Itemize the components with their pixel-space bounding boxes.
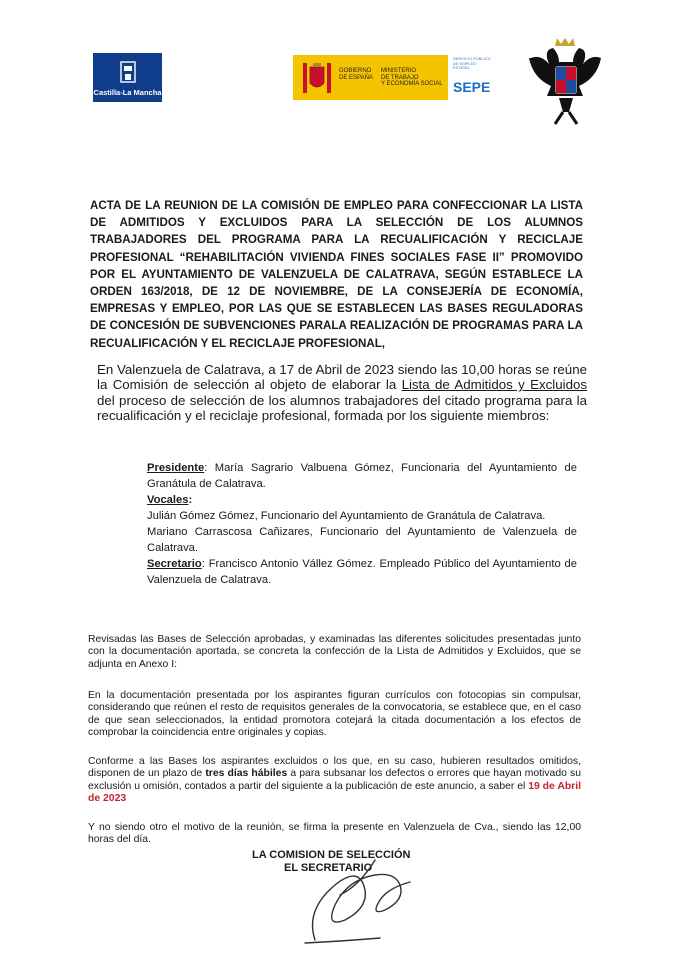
castilla-la-mancha-label: Castilla-La Mancha (93, 88, 162, 97)
intro-paragraph (97, 362, 587, 423)
vocal-2: Mariano Carrascosa Cañizares, Funcionario del Ayuntamiento de Valenzuela de Calatrava. (147, 526, 577, 554)
document-heading: ACTA DE LA REUNION DE LA COMISIÓN DE EMPLEO PARA CONFECCIONAR LA LISTA DE ADMITIDOS Y EXCLUIDOS PARA LA SELECCIÓN DE LOS ALUMNOS TRABAJADORES DEL PROGRAMA PARA LA RECUALIFICACIÓN Y RECICLAJE PROFESIONAL “REHABILITACIÓN VIVIENDA FINES SOCIALES FASE II” PROMOVIDO POR EL AYUNTAMIENTO DE VALENZUELA DE CALATRAVA, SEGÚN ESTABLECE LA ORDEN 163/2018, DE 12 DE NOVIEMBRE, DE LA CONSEJERÍA DE ECONOMÍA, EMPRESAS Y EMPLEO, POR LAS QUE SE ESTABLECEN LAS BASES REGULADORAS DE CONCESIÓN DE SUBVENCIONES PARALA REALIZACIÓN DE PROGRAMAS PARA LA RECUALIFICACIÓN Y EL RECICLAJE PROFESIONAL, (90, 199, 583, 350)
comision-label: LA COMISION DE SELECCIÓN (252, 849, 411, 861)
plazo-bold: tres días hábiles (205, 768, 288, 780)
sepe-small-text: SERVICIO PÚBLICO DE EMPLEO ESTATAL (453, 56, 491, 70)
secretario-label: Secretario (147, 558, 202, 570)
paragraph-plazo (88, 756, 581, 805)
vocales-entry: Vocales: (147, 494, 193, 506)
presidente-entry (147, 460, 577, 492)
intro-underlined: Lista de Admitidos y Excluidos (401, 377, 588, 393)
gobierno-espana-logo (293, 55, 448, 100)
ministerio-line-3: Y ECONOMÍA SOCIAL (381, 81, 443, 87)
castilla-la-mancha-logo (93, 53, 162, 102)
paragraph-bases: Revisadas las Bases de Selección aprobadas, y examinadas las diferentes solicitudes presentadas junto con la documentación aportada, se concreta la confección de la Lista de Admitidos y Excluidos, que se adjunta en Anexo I: (88, 634, 581, 670)
handwritten-signature (285, 845, 435, 950)
coat-of-arms-icon (301, 61, 333, 95)
members-list (147, 460, 577, 588)
gobierno-espana-text: GOBIERNO DE ESPAÑA (339, 68, 373, 81)
plazo-text-b: a para subsanar los defectos o errores que hayan motivado su exclusión u omisión, contados a partir del siguiente a la publicación de este anuncio, a saber el (88, 768, 581, 792)
double-eagle-icon (525, 36, 607, 128)
vocales-label: Vocales (147, 494, 189, 506)
presidente-label: Presidente (147, 462, 205, 474)
paragraph-documentacion: En la documentación presentada por los aspirantes figuran currículos con fotocopias sin compulsar, considerando que reúnen el resto de requisitos generales de la convocatoria, se establece que, en el caso de que sean seleccionados, la entidad promotora cotejará la citada documentación a los efectos de comprobar la coincidencia entre originales y copias. (88, 690, 581, 738)
secretario-sign-label: EL SECRETARIO (284, 862, 373, 874)
castle-icon (119, 60, 137, 84)
presidente-text: : María Sagrario Valbuena Gómez, Funcionaria del Ayuntamiento de Granátula de Calatrava. (147, 462, 577, 490)
toledo-coat-of-arms (525, 36, 607, 128)
ministerio-line-1: MINISTERIO (381, 68, 417, 74)
plazo-text-a: Conforme a las Bases los aspirantes excluidos o los que, en su caso, hubieren resultados omitidos, disponen de un plazo de (88, 756, 581, 780)
intro-text-b: del proceso de selección de los alumnos trabajadores del citado programa para la recualificación y el reciclaje profesional, formada por los siguiente miembros: (97, 392, 587, 423)
plazo-date: 19 de Abril de 2023 (88, 780, 581, 804)
vocal-1: Julián Gómez Gómez, Funcionario del Ayuntamiento de Granátula de Calatrava. (147, 510, 546, 522)
secretario-entry (147, 556, 577, 588)
ministerio-text (381, 68, 443, 88)
intro-text-a: En Valenzuela de Calatrava, a 17 de Abril de 2023 siendo las 10,00 horas se reúne la Comisión de selección al objeto de elaborar la (97, 362, 587, 393)
sepe-logo (451, 55, 493, 100)
secretario-text: : Francisco Antonio Vállez Gómez. Empleado Público del Ayuntamiento de Valenzuela de Calatrava. (147, 558, 577, 586)
sepe-text: SEPE (453, 79, 491, 95)
ministerio-line-2: DE TRABAJO (381, 74, 419, 81)
paragraph-cierre: Y no siendo otro el motivo de la reunión, se firma la presente en Valenzuela de Cva., siendo las 12,00 horas del día. (88, 822, 581, 846)
